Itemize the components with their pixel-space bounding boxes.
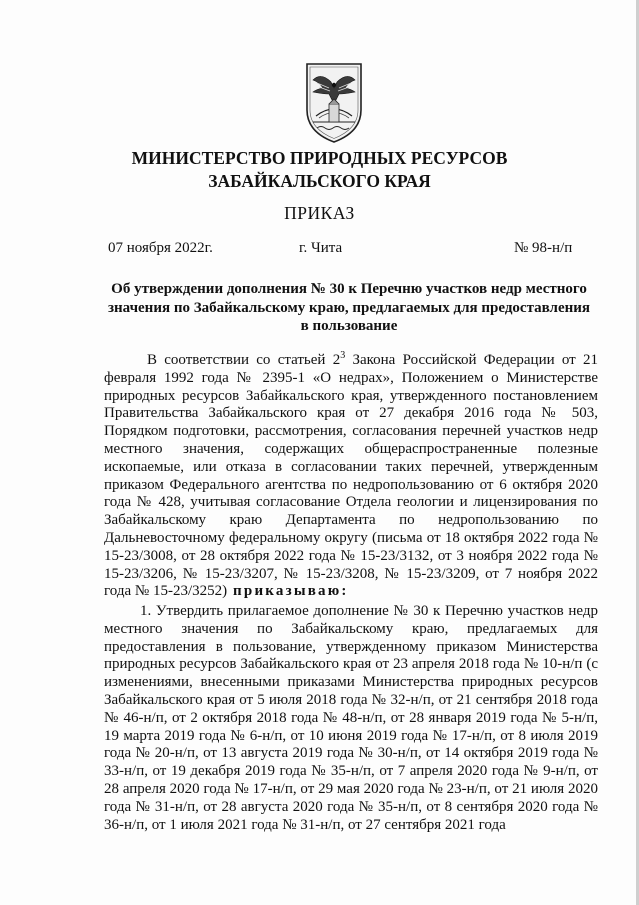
ministry-name-line2: ЗАБАЙКАЛЬСКОГО КРАЯ bbox=[208, 171, 431, 191]
document-number: № 98-н/п bbox=[514, 240, 573, 256]
article-superscript: 3 bbox=[340, 350, 346, 361]
paragraph-item-1: 1. Утвердить прилагаемое дополнение № 30 к Перечню участков недр местного значения по Забайкальскому краю, предлагаемых для предоставления в пользование, утвержденному приказом Министерства природных ресурсов Забайкальского края от 23 апреля 2018 года № 10-н/п (с изменениями, внесенными приказами Министерства природных ресурсов Забайкальского края от 5 июля 2018 года № 32-н/п, от 21 сентября 2018 года № 46-н/п, от 2 октября 2018 года № 48-н/п, от 28 января 2019 года № 5-н/п, 19 марта 2019 года № 6-н/п, от 10 июня 2019 года № 17-н/п, от 8 июля 2019 года № 20-н/п, от 13 августа 2019 года № 30-н/п, от 14 октября 2019 года № 33-н/п, от 19 декабря 2019 года № 35-н/п, от 7 апреля 2020 года № 9-н/п, от 28 апреля 2020 года № 17-н/п, от 29 мая 2020 года № 23-н/п, от 21 июля 2020 года № 31-н/п, от 28 августа 2020 года № 35-н/п, от 8 сентября 2020 года № 36-н/п, от 1 июля 2021 года № 31-н/п, от 27 сентября 2021 года bbox=[104, 603, 598, 833]
document-type: ПРИКАЗ bbox=[284, 203, 355, 223]
preamble-text-start: В соответствии со статьей 2 bbox=[147, 352, 341, 368]
document-date: 07 ноября 2022г. bbox=[108, 240, 213, 256]
preamble-text-rest: Закона Российской Федерации от 21 февраля 1992 года № 2395-1 «О недрах», Положением о Министерстве природных ресурсов Забайкальского края, утвержденного постановлением Правительства Забайкальского края от 27 декабря 2016 года № 503, Порядком подготовки, рассмотрения, согласования перечней участков недр местного значения, содержащих общераспространенные полезные ископаемые, или отказа в согласовании таких перечней, утвержденным приказом Федерального агентства по недропользованию от 6 октября 2020 года № 428, учитывая согласование Отдела геологии и лицензирования по Забайкальскому краю Департамента по недропользованию по Дальневосточному федеральному округу (письма от 18 октября 2022 года № 15-23/3008, от 28 октября 2022 года № 15-23/3132, от 3 ноября 2022 года № 15-23/3206, № 15-23/3207, № 15-23/3208, № 15-23/3209, от 7 ноября 2022 года № 15-23/3252) bbox=[104, 352, 598, 600]
document-city: г. Чита bbox=[299, 240, 343, 256]
ministry-name-line1: МИНИСТЕРСТВО ПРИРОДНЫХ РЕСУРСОВ bbox=[131, 148, 508, 168]
order-keyword: приказываю: bbox=[227, 583, 349, 600]
coat-of-arms-emblem-icon bbox=[299, 58, 369, 146]
ministry-name bbox=[0, 147, 639, 193]
paragraph-preamble bbox=[104, 352, 598, 601]
document-subject: Об утверждении дополнения № 30 к Перечню участков недр местного значения по Забайкальскому краю, предлагаемых для предоставления в пользование bbox=[108, 281, 590, 334]
